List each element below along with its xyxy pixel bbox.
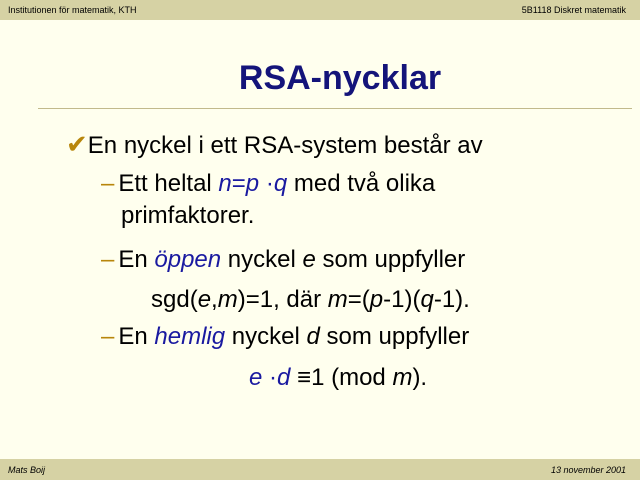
formula-text: )=1, där: [237, 286, 328, 313]
slide-title: RSA-nycklar: [238, 59, 442, 97]
dash-icon: –: [101, 170, 115, 197]
term-open: öppen: [154, 246, 222, 273]
dash-icon: –: [101, 323, 115, 350]
math-dot: ·: [262, 364, 278, 391]
math-q: q: [420, 286, 434, 313]
formula-text: =(: [347, 286, 370, 313]
math-d: d: [277, 364, 291, 391]
math-n: n: [218, 170, 232, 197]
math-dot: ·: [259, 170, 274, 197]
math-d: d: [306, 323, 320, 350]
sub-item-2-text: En: [118, 246, 155, 273]
sub-item-3-line-2: [249, 363, 427, 393]
sub-item-1-line-2: primfaktorer.: [121, 202, 255, 229]
footer-author: Mats Boij: [8, 465, 46, 475]
math-p: p: [369, 286, 384, 313]
sub-item-3-text-mid: nyckel: [225, 323, 307, 350]
formula-comma: ,: [211, 286, 218, 313]
dash-icon: –: [101, 246, 115, 273]
math-m: m: [327, 286, 348, 313]
sub-item-1-line-1: [101, 169, 435, 199]
formula-text: -1).: [433, 286, 470, 313]
sub-item-2-line-2: [151, 285, 470, 315]
header-institution: Institutionen för matematik, KTH: [8, 5, 137, 15]
sub-item-3-line-1: [101, 322, 469, 352]
formula-gcd: sgd(: [151, 286, 198, 313]
main-bullet-text: En nyckel i ett RSA-system består av: [87, 132, 483, 159]
sub-item-1-text: Ett heltal: [118, 170, 219, 197]
term-secret: hemlig: [154, 323, 226, 350]
math-equals: =: [231, 170, 246, 197]
sub-item-3-text: En: [118, 323, 155, 350]
math-e: e: [302, 246, 316, 273]
math-m: m: [392, 364, 413, 391]
sub-item-2-text-end: som uppfyller: [315, 246, 466, 273]
math-m: m: [217, 286, 238, 313]
sub-item-2-line-1: [101, 245, 465, 275]
formula-text: ).: [412, 364, 428, 391]
footer-date: 13 november 2001: [550, 465, 626, 475]
math-q: q: [273, 170, 288, 197]
main-bullet: [66, 129, 483, 161]
header-course: 5B1118 Diskret matematik: [521, 5, 626, 15]
sub-item-1-text-end: med två olika: [287, 170, 436, 197]
sub-item-2-text-mid: nyckel: [221, 246, 303, 273]
sub-item-3-text-end: som uppfyller: [319, 323, 470, 350]
formula-congruence: ≡1 (mod: [290, 364, 393, 391]
checkmark-icon: ✔: [66, 129, 88, 159]
title-divider: [38, 108, 632, 109]
formula-text: -1)(: [383, 286, 421, 313]
footer-bar: [0, 459, 640, 480]
math-e: e: [197, 286, 212, 313]
math-p: p: [245, 170, 260, 197]
math-e: e: [249, 364, 263, 391]
